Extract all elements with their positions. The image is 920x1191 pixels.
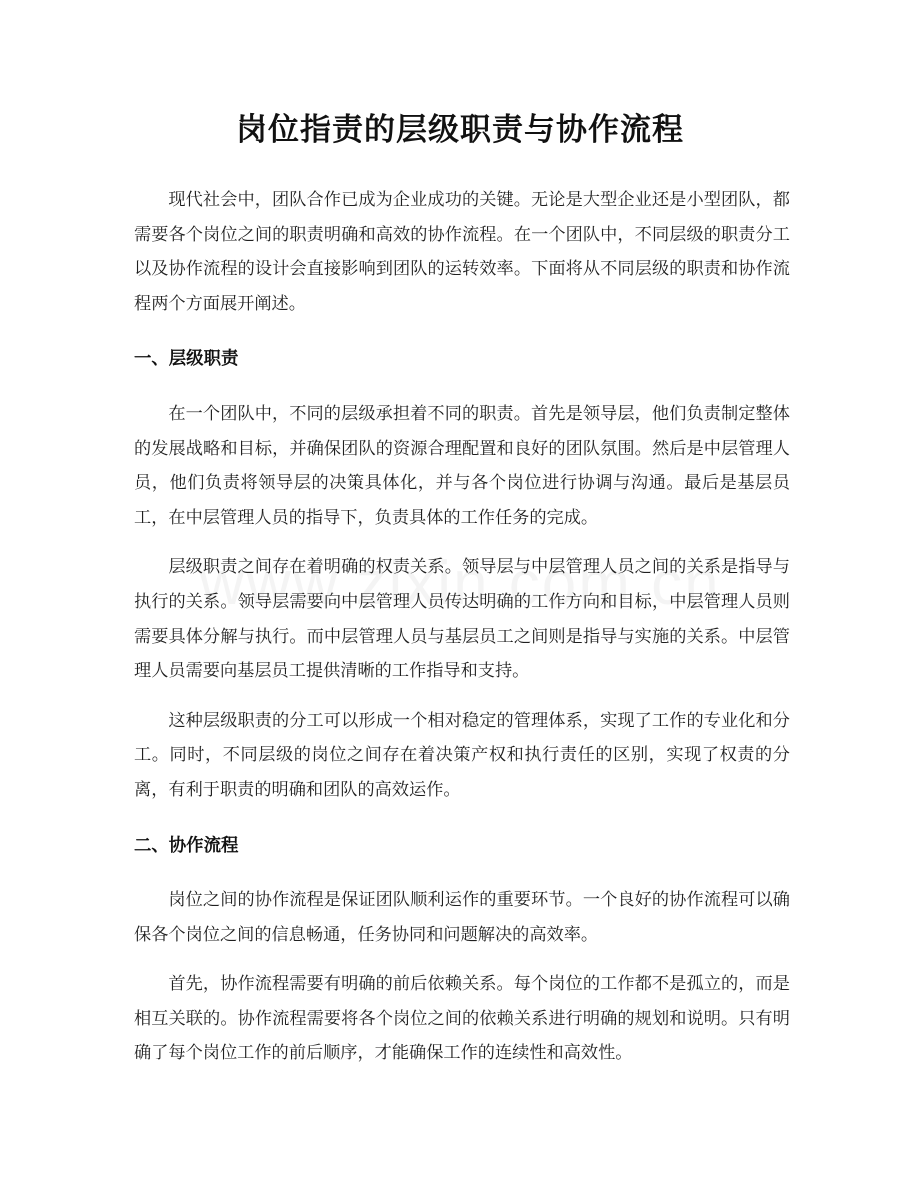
section-heading-hierarchy: 一、层级职责: [134, 349, 239, 370]
body-paragraph: 这种层级职责的分工可以形成一个相对稳定的管理体系，实现了工作的专业化和分工。同时，不同层级的岗位之间存在着决策产权和执行责任的区别，实现了权责的分离，有利于职责的明确和团队的高效运作。: [134, 710, 790, 800]
document-body: [134, 183, 790, 1071]
body-paragraph: 岗位之间的协作流程是保证团队顺利运作的重要环节。一个良好的协作流程可以确保各个岗位之间的信息畅通，任务协同和问题解决的高效率。: [134, 890, 790, 945]
body-paragraph: 层级职责之间存在着明确的权责关系。领导层与中层管理人员之间的关系是指导与执行的关系。领导层需要向中层管理人员传达明确的工作方向和目标，中层管理人员则需要具体分解与执行。而中层管理人员与基层员工之间则是指导与实施的关系。中层管理人员需要向基层员工提供清晰的工作指导和支持。: [134, 557, 790, 682]
intro-paragraph: 现代社会中，团队合作已成为企业成功的关键。无论是大型企业还是小型团队，都需要各个岗位之间的职责明确和高效的协作流程。在一个团队中，不同层级的职责分工以及协作流程的设计会直接影响到团队的运转效率。下面将从不同层级的职责和协作流程两个方面展开阐述。: [134, 190, 790, 314]
body-paragraph: 首先，协作流程需要有明确的前后依赖关系。每个岗位的工作都不是孤立的，而是相互关联的。协作流程需要将各个岗位之间的依赖关系进行明确的规划和说明。只有明确了每个岗位工作的前后顺序，才能确保工作的连续性和高效性。: [134, 974, 790, 1064]
section-heading-collaboration: 二、协作流程: [134, 835, 239, 856]
body-paragraph: 在一个团队中，不同的层级承担着不同的职责。首先是领导层，他们负责制定整体的发展战略和目标，并确保团队的资源合理配置和良好的团队氛围。然后是中层管理人员，他们负责将领导层的决策具体化，并与各个岗位进行协调与沟通。最后是基层员工，在中层管理人员的指导下，负责具体的工作任务的完成。: [134, 403, 790, 528]
document-title: 岗位指责的层级职责与协作流程: [236, 112, 684, 148]
